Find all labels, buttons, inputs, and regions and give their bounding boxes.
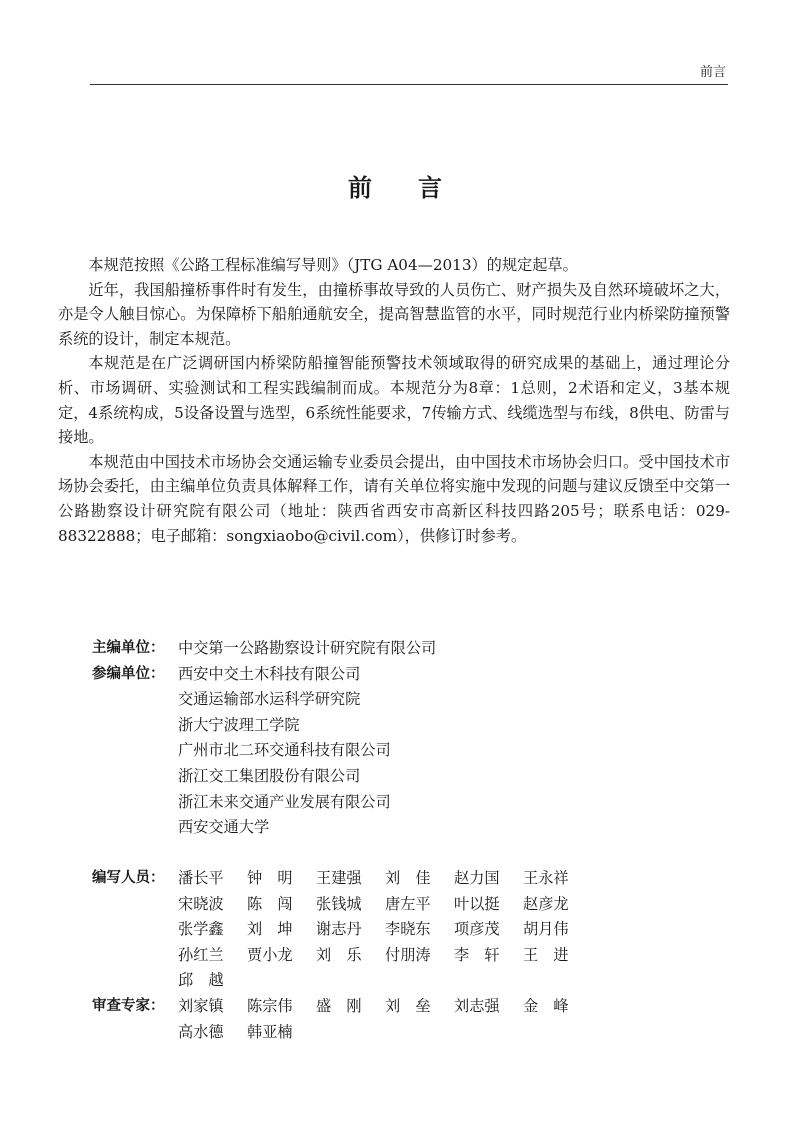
paragraph: 本规范按照《公路工程标准编写导则》（JTG A04—2013）的规定起草。 <box>88 256 578 274</box>
unit-name: 浙大宁波理工学院 <box>178 715 300 734</box>
reviewers-row <box>92 994 652 1045</box>
author-name: 付朋涛 <box>385 945 431 964</box>
author-name: 李 轩 <box>454 945 500 964</box>
paragraph: 本规范由中国技术市场协会交通运输专业委员会提出，由中国技术市场协会归口。受中国技术市场协会委托，由主编单位负责具体解释工作，请有关单位将实施中发现的问题与建议反馈至中交第一公路勘察设计研究院有限公司（地址：陕西省西安市高新区科技四路205号；联系电话：029-88322888；电子邮箱：songxiaobo@civil.com），供修订时参考。 <box>58 452 730 545</box>
author-name: 胡月伟 <box>523 920 569 939</box>
paragraph: 本规范是在广泛调研国内桥梁防船撞智能预警技术领域取得的研究成果的基础上，通过理论分析、市场调研、实验测试和工程实践编制而成。本规范分为8章：1总则，2术语和定义，3基本规定，4系统构成，5设备设置与选型，6系统性能要求，7传输方式、线缆选型与布线，8供电、防雷与接地。 <box>58 354 730 447</box>
body-text <box>58 253 730 548</box>
author-name: 赵彦龙 <box>523 894 569 913</box>
running-header-text: 前言 <box>699 65 726 80</box>
reviewer-name: 刘 垒 <box>385 996 431 1015</box>
author-name: 王永祥 <box>523 869 569 887</box>
author-name: 项彦茂 <box>454 920 500 939</box>
author-name: 李晓东 <box>385 920 431 939</box>
author-name: 叶以挺 <box>454 894 500 913</box>
unit-name: 浙江交工集团股份有限公司 <box>178 766 361 785</box>
reviewer-name: 陈宗伟 <box>247 996 293 1015</box>
author-name: 贾小龙 <box>247 945 293 964</box>
author-name: 刘 坤 <box>247 920 293 939</box>
unit-name: 西安中交土木科技有限公司 <box>178 664 361 683</box>
reviewer-name: 金 峰 <box>523 996 569 1015</box>
author-name: 张钱城 <box>316 894 362 913</box>
author-name: 刘 佳 <box>385 869 431 887</box>
author-name: 孙红兰 <box>178 945 224 964</box>
author-name: 邱 越 <box>178 971 224 990</box>
people-block <box>92 866 652 1045</box>
reviewers-names <box>178 994 652 1045</box>
reviewer-name: 盛 刚 <box>316 996 362 1015</box>
author-name: 王 进 <box>523 945 569 964</box>
author-name: 王建强 <box>316 869 362 887</box>
reviewer-name: 韩亚楠 <box>247 1022 293 1041</box>
participating-units-label: 参编单位： <box>92 665 165 682</box>
chief-unit-row <box>92 636 652 662</box>
author-name: 钟 明 <box>247 869 293 887</box>
author-name: 刘 乐 <box>316 945 362 964</box>
author-name: 张学鑫 <box>178 920 224 939</box>
units-block <box>92 636 652 841</box>
author-name: 谢志丹 <box>316 920 362 939</box>
page-title: 前言 <box>348 174 488 202</box>
unit-name: 交通运输部水运科学研究院 <box>178 690 361 709</box>
reviewer-name: 刘家镇 <box>178 996 224 1015</box>
unit-name: 浙江未来交通产业发展有限公司 <box>178 792 391 811</box>
paragraph: 近年，我国船撞桥事件时有发生，由撞桥事故导致的人员伤亡、财产损失及自然环境破坏之大，亦是令人触目惊心。为保障桥下船舶通航安全，提高智慧监管的水平，同时规范行业内桥梁防撞预警系统的设计，制定本规范。 <box>58 280 730 348</box>
author-name: 唐左平 <box>385 894 431 913</box>
author-name: 陈 闯 <box>247 894 293 913</box>
author-name: 赵力国 <box>454 869 500 887</box>
author-name: 潘长平 <box>178 869 224 887</box>
unit-name: 中交第一公路勘察设计研究院有限公司 <box>178 639 437 657</box>
running-header <box>90 58 728 85</box>
unit-name: 广州市北二环交通科技有限公司 <box>178 741 391 760</box>
unit-name: 西安交通大学 <box>178 818 270 837</box>
chief-unit-label: 主编单位： <box>92 640 165 656</box>
reviewer-name: 刘志强 <box>454 996 500 1015</box>
reviewers-label: 审查专家： <box>92 997 165 1014</box>
authors-label: 编写人员： <box>92 870 165 886</box>
author-name: 宋晓波 <box>178 894 224 913</box>
participating-units-values <box>178 662 652 841</box>
participating-units-row <box>92 662 652 841</box>
reviewer-name: 高水德 <box>178 1022 224 1041</box>
authors-names <box>178 866 652 994</box>
chief-unit-values <box>178 636 652 662</box>
authors-row <box>92 866 652 994</box>
